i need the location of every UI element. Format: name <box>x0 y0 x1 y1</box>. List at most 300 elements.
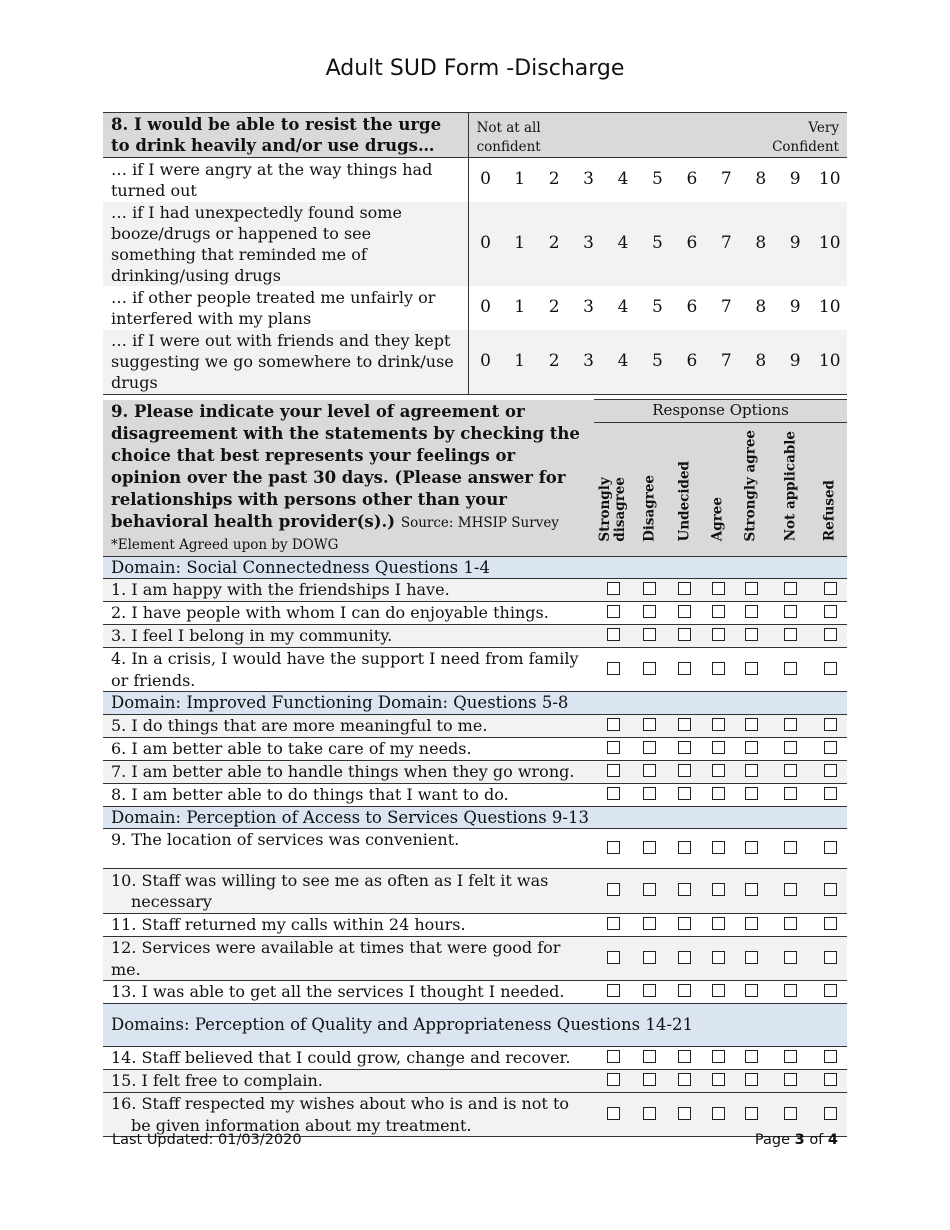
response-checkbox[interactable] <box>607 1107 620 1120</box>
response-checkbox[interactable] <box>824 1073 837 1086</box>
response-checkbox[interactable] <box>824 1050 837 1063</box>
scale-option[interactable]: 10 <box>812 330 847 395</box>
response-cell <box>632 602 667 625</box>
response-cell <box>813 760 847 783</box>
statement-text: 10. Staff was willing to see me as often as I felt it was necessary <box>103 869 594 914</box>
response-cell <box>734 1093 768 1137</box>
response-checkbox[interactable] <box>745 984 758 997</box>
response-checkbox[interactable] <box>745 1050 758 1063</box>
option-label: Not applicable <box>782 431 798 542</box>
option-header <box>594 423 632 556</box>
scale-option[interactable]: 3 <box>571 202 605 286</box>
response-cell <box>768 760 813 783</box>
response-checkbox[interactable] <box>745 628 758 641</box>
response-checkbox[interactable] <box>712 605 725 618</box>
response-cell <box>632 783 667 806</box>
response-checkbox[interactable] <box>824 841 837 854</box>
response-cell <box>702 981 734 1004</box>
scale-option[interactable]: 2 <box>548 297 560 317</box>
scale-option[interactable]: 1 <box>503 202 537 286</box>
domain-label: Domain: Perception of Access to Services Questions 9-13 <box>103 806 847 829</box>
page-number <box>755 1132 838 1148</box>
scale-option[interactable]: 5 <box>652 169 663 190</box>
response-checkbox[interactable] <box>712 951 725 964</box>
page-of: of <box>809 1132 824 1148</box>
option-label: Disagree <box>641 474 657 542</box>
response-checkbox[interactable] <box>745 883 758 896</box>
response-checkbox[interactable] <box>643 718 656 731</box>
response-cell <box>702 648 734 692</box>
response-cell <box>813 869 847 914</box>
scale-option[interactable]: 2 <box>548 169 560 190</box>
statement-row <box>103 648 847 692</box>
response-cell <box>768 783 813 806</box>
scale-option[interactable]: 1 <box>514 169 526 190</box>
scale-option[interactable]: 2 <box>537 330 571 395</box>
response-checkbox[interactable] <box>678 787 691 800</box>
scale-option[interactable]: 3 <box>571 330 605 395</box>
response-cell <box>768 1047 813 1070</box>
response-checkbox[interactable] <box>607 841 620 854</box>
response-checkbox[interactable] <box>824 917 837 930</box>
response-checkbox[interactable] <box>712 787 725 800</box>
response-checkbox[interactable] <box>607 662 620 675</box>
q8-item: … if I were angry at the way things had turned out <box>103 158 468 202</box>
scale-option[interactable]: 0 <box>480 297 491 317</box>
response-checkbox[interactable] <box>712 764 725 777</box>
statement-row <box>103 869 847 914</box>
page-title: Adult SUD Form -Discharge <box>325 56 625 81</box>
response-cell <box>594 625 632 648</box>
response-cell <box>734 937 768 981</box>
scale-option[interactable]: 6 <box>675 330 709 395</box>
response-cell <box>813 937 847 981</box>
response-checkbox[interactable] <box>607 1050 620 1063</box>
response-cell <box>734 714 768 737</box>
response-cell <box>667 869 702 914</box>
option-header <box>632 423 667 556</box>
option-header <box>667 423 702 556</box>
response-checkbox[interactable] <box>607 741 620 754</box>
response-cell <box>813 648 847 692</box>
response-cell <box>667 648 702 692</box>
response-checkbox[interactable] <box>712 741 725 754</box>
response-checkbox[interactable] <box>712 1107 725 1120</box>
statement-text: 12. Services were available at times that were good for me. <box>103 937 594 981</box>
response-checkbox[interactable] <box>607 718 620 731</box>
response-cell <box>768 1093 813 1137</box>
scale-option[interactable]: 10 <box>812 202 847 286</box>
response-checkbox[interactable] <box>678 951 691 964</box>
response-checkbox[interactable] <box>712 1050 725 1063</box>
response-cell <box>667 760 702 783</box>
scale-option[interactable]: 5 <box>640 330 674 395</box>
response-checkbox[interactable] <box>784 1107 797 1120</box>
response-cell <box>632 737 667 760</box>
response-cell <box>734 579 768 602</box>
response-checkbox[interactable] <box>678 1107 691 1120</box>
response-checkbox[interactable] <box>712 883 725 896</box>
response-checkbox[interactable] <box>784 951 797 964</box>
response-checkbox[interactable] <box>784 662 797 675</box>
response-cell <box>632 829 667 869</box>
option-label: Undecided <box>676 461 692 542</box>
scale-option[interactable]: 3 <box>583 297 594 317</box>
response-checkbox[interactable] <box>745 741 758 754</box>
response-checkbox[interactable] <box>643 787 656 800</box>
response-cell <box>594 829 632 869</box>
q9-heading: 9. Please indicate your level of agreement or disagreement with the statements by checking the choice that best represents your feelings or opinion over the past 30 days. (Please answer for relationships with persons other than your behavioral health provider(s).) <box>111 401 580 531</box>
response-checkbox[interactable] <box>745 1107 758 1120</box>
response-cell <box>594 1047 632 1070</box>
response-checkbox[interactable] <box>784 628 797 641</box>
response-checkbox[interactable] <box>824 628 837 641</box>
response-cell <box>632 648 667 692</box>
response-checkbox[interactable] <box>678 883 691 896</box>
response-checkbox[interactable] <box>824 718 837 731</box>
response-checkbox[interactable] <box>678 917 691 930</box>
option-label: Strongly agree <box>742 429 759 542</box>
response-checkbox[interactable] <box>643 883 656 896</box>
response-checkbox[interactable] <box>607 951 620 964</box>
response-cell <box>632 981 667 1004</box>
scale-option[interactable]: 4 <box>606 202 640 286</box>
response-checkbox[interactable] <box>745 841 758 854</box>
scale-option[interactable]: 3 <box>583 169 594 190</box>
statement-text: 14. Staff believed that I could grow, change and recover. <box>103 1047 594 1070</box>
response-checkbox[interactable] <box>678 764 691 777</box>
response-checkbox[interactable] <box>678 741 691 754</box>
response-cell <box>594 937 632 981</box>
response-cell <box>813 714 847 737</box>
scale-option[interactable]: 9 <box>778 202 812 286</box>
response-cell <box>734 914 768 937</box>
response-checkbox[interactable] <box>643 1107 656 1120</box>
q8-heading: 8. I would be able to resist the urge to drink heavily and/or use drugs… <box>103 113 468 158</box>
response-checkbox[interactable] <box>784 718 797 731</box>
response-checkbox[interactable] <box>643 741 656 754</box>
q8-item: … if I had unexpectedly found some booze/drugs or happened to see something that reminded me of drinking/using drugs <box>103 202 468 286</box>
response-checkbox[interactable] <box>745 787 758 800</box>
response-cell <box>813 579 847 602</box>
response-checkbox[interactable] <box>824 951 837 964</box>
response-cell <box>734 829 768 869</box>
domain-row <box>103 556 847 579</box>
scale-option[interactable]: 0 <box>468 330 502 395</box>
scale-option[interactable]: 8 <box>744 330 778 395</box>
response-checkbox[interactable] <box>712 718 725 731</box>
response-checkbox[interactable] <box>824 582 837 595</box>
q8-header-row <box>103 113 847 158</box>
scale-option[interactable]: 8 <box>755 297 767 317</box>
page-total: 4 <box>827 1132 838 1148</box>
q9-source: Source: MHSIP Survey *Element Agreed upon by DOWG <box>111 514 559 553</box>
response-checkbox[interactable] <box>643 1073 656 1086</box>
response-cell <box>667 783 702 806</box>
response-cell <box>632 1093 667 1137</box>
response-checkbox[interactable] <box>824 787 837 800</box>
statement-row <box>103 625 847 648</box>
scale-option[interactable]: 6 <box>686 169 698 190</box>
response-checkbox[interactable] <box>745 605 758 618</box>
statement-row <box>103 1070 847 1093</box>
domain-label: Domain: Improved Functioning Domain: Questions 5-8 <box>103 692 847 715</box>
response-checkbox[interactable] <box>824 984 837 997</box>
response-checkbox[interactable] <box>824 605 837 618</box>
q8-item: … if I were out with friends and they kept suggesting we go somewhere to drink/use drugs <box>103 330 468 395</box>
q8-scale-header <box>468 113 847 158</box>
response-checkbox[interactable] <box>607 787 620 800</box>
response-checkbox[interactable] <box>745 662 758 675</box>
response-checkbox[interactable] <box>643 917 656 930</box>
response-cell <box>632 625 667 648</box>
response-cell <box>813 829 847 869</box>
response-cell <box>813 1047 847 1070</box>
scale-option[interactable]: 9 <box>789 169 801 190</box>
response-checkbox[interactable] <box>784 582 797 595</box>
statement-row <box>103 602 847 625</box>
response-cell <box>702 1070 734 1093</box>
response-cell <box>768 625 813 648</box>
q8-item: … if other people treated me unfairly or interfered with my plans <box>103 286 468 330</box>
statement-text: 2. I have people with whom I can do enjoyable things. <box>103 602 594 625</box>
response-checkbox[interactable] <box>643 984 656 997</box>
response-checkbox[interactable] <box>745 951 758 964</box>
statement-text: 11. Staff returned my calls within 24 hours. <box>103 914 594 937</box>
statement-text: 9. The location of services was convenient. <box>103 829 594 869</box>
response-cell <box>702 760 734 783</box>
response-cell <box>768 937 813 981</box>
response-checkbox[interactable] <box>607 582 620 595</box>
response-checkbox[interactable] <box>643 764 656 777</box>
response-checkbox[interactable] <box>712 662 725 675</box>
response-checkbox[interactable] <box>824 662 837 675</box>
response-checkbox[interactable] <box>784 605 797 618</box>
response-checkbox[interactable] <box>712 582 725 595</box>
scale-option[interactable]: 7 <box>709 202 743 286</box>
scale-option[interactable]: 4 <box>617 169 629 190</box>
scale-option[interactable]: 9 <box>778 330 812 395</box>
response-checkbox[interactable] <box>745 917 758 930</box>
response-checkbox[interactable] <box>678 841 691 854</box>
response-cell <box>594 602 632 625</box>
response-checkbox[interactable] <box>784 764 797 777</box>
statement-text: 8. I am better able to do things that I want to do. <box>103 783 594 806</box>
scale-low-label: Not at all confident <box>476 120 541 155</box>
scale-option[interactable]: 7 <box>709 330 743 395</box>
q8-item-row <box>103 202 847 286</box>
response-checkbox[interactable] <box>643 628 656 641</box>
response-checkbox[interactable] <box>678 718 691 731</box>
agreement-table <box>103 399 847 1137</box>
response-cell <box>813 1070 847 1093</box>
response-cell <box>768 602 813 625</box>
response-cell <box>702 829 734 869</box>
statement-row <box>103 937 847 981</box>
response-checkbox[interactable] <box>712 628 725 641</box>
response-cell <box>734 981 768 1004</box>
response-checkbox[interactable] <box>607 1073 620 1086</box>
response-checkbox[interactable] <box>784 841 797 854</box>
statement-row <box>103 714 847 737</box>
response-cell <box>702 714 734 737</box>
response-cell <box>702 625 734 648</box>
statement-row <box>103 579 847 602</box>
response-checkbox[interactable] <box>824 883 837 896</box>
response-cell <box>632 869 667 914</box>
response-checkbox[interactable] <box>824 741 837 754</box>
response-checkbox[interactable] <box>712 917 725 930</box>
response-cell <box>667 1070 702 1093</box>
scale-option[interactable]: 10 <box>818 297 841 317</box>
response-checkbox[interactable] <box>784 1073 797 1086</box>
response-checkbox[interactable] <box>607 605 620 618</box>
response-cell <box>734 869 768 914</box>
response-cell <box>734 602 768 625</box>
scale-high-label: Very Confident <box>772 120 839 155</box>
response-cell <box>734 783 768 806</box>
scale-option[interactable]: 1 <box>514 297 526 317</box>
response-checkbox[interactable] <box>643 605 656 618</box>
response-checkbox[interactable] <box>607 883 620 896</box>
response-cell <box>768 914 813 937</box>
response-checkbox[interactable] <box>784 984 797 997</box>
scale-option[interactable]: 8 <box>744 202 778 286</box>
response-cell <box>702 783 734 806</box>
option-label: Refused <box>821 480 838 542</box>
scale-option[interactable]: 6 <box>686 297 698 317</box>
response-checkbox[interactable] <box>678 1050 691 1063</box>
response-cell <box>667 579 702 602</box>
statement-text: 4. In a crisis, I would have the support I need from family or friends. <box>103 648 594 692</box>
response-cell <box>768 737 813 760</box>
response-cell <box>702 937 734 981</box>
response-cell <box>667 737 702 760</box>
response-checkbox[interactable] <box>678 1073 691 1086</box>
scale-option[interactable]: 5 <box>652 297 663 317</box>
scale-option[interactable]: 2 <box>537 202 571 286</box>
response-cell <box>734 760 768 783</box>
response-checkbox[interactable] <box>824 764 837 777</box>
response-checkbox[interactable] <box>745 718 758 731</box>
domain-row <box>103 692 847 715</box>
scale-option[interactable]: 1 <box>503 330 537 395</box>
scale-option[interactable]: 8 <box>755 169 767 190</box>
response-cell <box>594 714 632 737</box>
response-cell <box>768 714 813 737</box>
response-cell <box>632 914 667 937</box>
response-cell <box>813 602 847 625</box>
statement-row <box>103 760 847 783</box>
response-checkbox[interactable] <box>643 841 656 854</box>
response-checkbox[interactable] <box>745 582 758 595</box>
statement-text: 6. I am better able to take care of my needs. <box>103 737 594 760</box>
statement-row <box>103 981 847 1004</box>
response-checkbox[interactable] <box>607 764 620 777</box>
response-checkbox[interactable] <box>607 628 620 641</box>
response-checkbox[interactable] <box>745 764 758 777</box>
response-checkbox[interactable] <box>678 984 691 997</box>
statement-text: 13. I was able to get all the services I thought I needed. <box>103 981 594 1004</box>
response-checkbox[interactable] <box>643 582 656 595</box>
response-cell <box>632 937 667 981</box>
response-checkbox[interactable] <box>678 628 691 641</box>
response-options-title: Response Options <box>594 400 847 423</box>
response-cell <box>702 579 734 602</box>
response-cell <box>702 737 734 760</box>
response-checkbox[interactable] <box>784 917 797 930</box>
response-checkbox[interactable] <box>607 917 620 930</box>
response-cell <box>667 625 702 648</box>
response-checkbox[interactable] <box>643 662 656 675</box>
response-cell <box>702 602 734 625</box>
response-checkbox[interactable] <box>678 662 691 675</box>
response-cell <box>667 829 702 869</box>
statement-row <box>103 1047 847 1070</box>
response-checkbox[interactable] <box>643 1050 656 1063</box>
response-cell <box>813 914 847 937</box>
scale-option[interactable]: 9 <box>789 297 801 317</box>
response-checkbox[interactable] <box>678 582 691 595</box>
response-checkbox[interactable] <box>784 787 797 800</box>
response-checkbox[interactable] <box>678 605 691 618</box>
response-cell <box>813 1093 847 1137</box>
scale-option[interactable]: 10 <box>818 169 841 190</box>
domain-label: Domains: Perception of Quality and Appropriateness Questions 14-21 <box>103 1004 847 1047</box>
response-cell <box>734 648 768 692</box>
scale-option[interactable]: 4 <box>606 330 640 395</box>
response-checkbox[interactable] <box>712 1073 725 1086</box>
response-checkbox[interactable] <box>712 841 725 854</box>
response-cell <box>734 1047 768 1070</box>
scale-option[interactable]: 0 <box>480 169 491 190</box>
response-cell <box>702 914 734 937</box>
response-cell <box>813 783 847 806</box>
statement-text: 5. I do things that are more meaningful to me. <box>103 714 594 737</box>
response-checkbox[interactable] <box>745 1073 758 1086</box>
scale-option[interactable]: 6 <box>675 202 709 286</box>
scale-option[interactable]: 7 <box>720 297 732 317</box>
response-checkbox[interactable] <box>784 883 797 896</box>
statement-row <box>103 783 847 806</box>
option-header <box>734 423 768 556</box>
response-checkbox[interactable] <box>712 984 725 997</box>
statement-text: 7. I am better able to handle things when they go wrong. <box>103 760 594 783</box>
response-cell <box>667 981 702 1004</box>
response-cell <box>632 1070 667 1093</box>
response-cell <box>667 602 702 625</box>
response-cell <box>813 737 847 760</box>
scale-option[interactable]: 7 <box>720 169 732 190</box>
response-checkbox[interactable] <box>643 951 656 964</box>
response-cell <box>594 869 632 914</box>
response-cell <box>702 1093 734 1137</box>
page-current: 3 <box>794 1132 805 1148</box>
response-checkbox[interactable] <box>607 984 620 997</box>
response-cell <box>594 1070 632 1093</box>
response-checkbox[interactable] <box>784 741 797 754</box>
response-checkbox[interactable] <box>824 1107 837 1120</box>
response-checkbox[interactable] <box>784 1050 797 1063</box>
scale-option[interactable]: 4 <box>617 297 629 317</box>
scale-option[interactable]: 5 <box>640 202 674 286</box>
domain-row <box>103 1004 847 1047</box>
statement-text: 16. Staff respected my wishes about who is and is not to be given information about my treatment. <box>103 1093 594 1137</box>
option-header <box>702 423 734 556</box>
response-cell <box>768 829 813 869</box>
scale-option[interactable]: 0 <box>468 202 502 286</box>
option-label: Strongly disagree <box>597 476 628 542</box>
